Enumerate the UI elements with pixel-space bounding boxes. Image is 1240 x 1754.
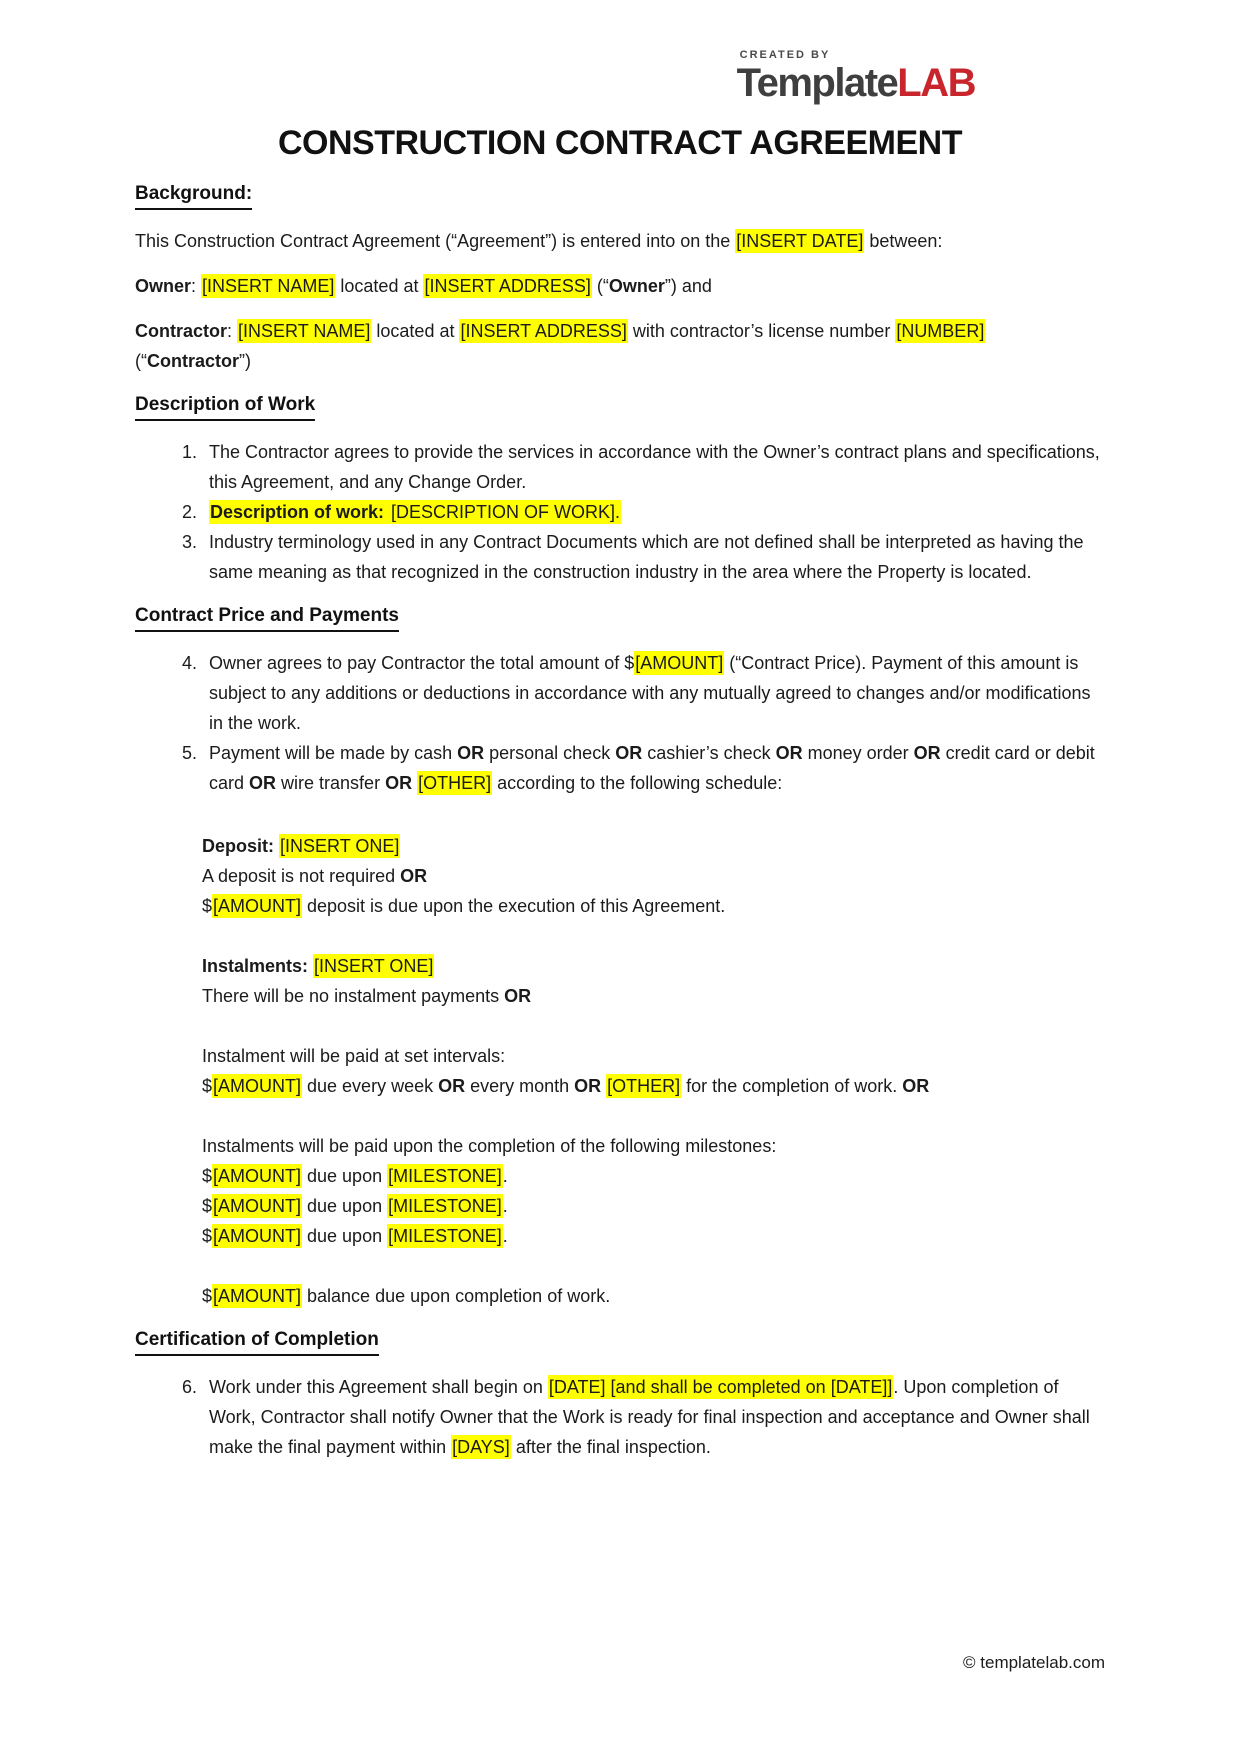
list-item <box>202 497 1105 527</box>
copyright-footer: © templatelab.com <box>963 1653 1105 1672</box>
section-heading-description-of-work: Description of Work <box>135 392 315 421</box>
instalments-block <box>202 951 1105 1011</box>
text-line <box>202 861 1105 891</box>
placeholder-field: [DAYS] <box>452 1437 510 1457</box>
text-run: between: <box>864 231 943 251</box>
text-run: OR <box>457 743 485 763</box>
text-run: Owner <box>608 276 665 296</box>
text-run: Owner <box>135 276 192 296</box>
list-item <box>202 1372 1105 1462</box>
text-run: OR <box>438 1076 466 1096</box>
text-run: Owner agrees to pay Contractor the total amount of $ <box>209 653 635 673</box>
text-run: OR <box>504 986 532 1006</box>
logo-brand-template: Template <box>736 61 898 105</box>
text-run: after the final inspection. <box>510 1437 711 1457</box>
placeholder-field: Description of work: <box>210 502 385 522</box>
logo-created-by-label: CREATED BY <box>739 49 831 61</box>
deposit-block <box>202 831 1105 921</box>
text-run: due upon <box>302 1196 388 1216</box>
balance-block <box>202 1281 1105 1311</box>
text-run: (“ <box>135 351 147 371</box>
text-run: : <box>191 276 202 296</box>
section-heading-contract-price-and-payments: Contract Price and Payments <box>135 603 399 632</box>
text-run: wire transfer <box>276 773 386 793</box>
numbered-list <box>135 648 1105 798</box>
text-run: located at <box>371 321 460 341</box>
text-run: balance due upon completion of work. <box>302 1286 611 1306</box>
text-line <box>202 1071 1105 1101</box>
text-run: deposit is due upon the execution of this Agreement. <box>302 896 726 916</box>
text-line <box>202 1221 1105 1251</box>
text-run: . <box>502 1166 508 1186</box>
text-run: (“ <box>591 276 609 296</box>
text-run: There will be no instalment payments <box>202 986 505 1006</box>
numbered-list <box>135 1372 1105 1462</box>
placeholder-field: [INSERT ONE] <box>314 956 434 976</box>
placeholder-field: [AMOUNT] <box>213 1286 302 1306</box>
placeholder-field: [AMOUNT] <box>213 896 302 916</box>
text-run: : <box>227 321 238 341</box>
text-run: $ <box>202 1076 213 1096</box>
text-run: $ <box>202 1226 213 1246</box>
text-run: located at <box>335 276 424 296</box>
text-run: Instalment will be paid at set intervals: <box>202 1046 506 1066</box>
text-line <box>202 951 1105 981</box>
text-run: cashier’s check <box>642 743 776 763</box>
text-line <box>202 1131 1105 1161</box>
list-item <box>202 648 1105 738</box>
text-run: . Upon completion of Work, Contractor shall notify Owner that the Work is ready for final inspection and acceptance and Owner shall make the final payment within <box>209 1377 1090 1457</box>
text-run: $ <box>202 1196 213 1216</box>
logo-area <box>135 50 1105 105</box>
list-item <box>202 738 1105 798</box>
text-run: due every week <box>302 1076 439 1096</box>
text-run: Deposit: <box>202 836 274 856</box>
numbered-list <box>135 437 1105 587</box>
text-run: OR <box>400 866 428 886</box>
text-run: Payment will be made by cash <box>209 743 458 763</box>
instalment-intervals-block <box>202 1041 1105 1101</box>
text-run: ”) and <box>664 276 712 296</box>
text-line <box>202 1191 1105 1221</box>
text-run: money order <box>802 743 914 763</box>
text-run: OR <box>902 1076 930 1096</box>
intro-paragraph <box>135 226 1105 256</box>
text-line <box>202 981 1105 1011</box>
placeholder-field: [DATE] [and shall be completed on [DATE]] <box>548 1377 893 1397</box>
text-run: OR <box>615 743 643 763</box>
section-heading-background: Background: <box>135 181 252 210</box>
placeholder-field: [AMOUNT] <box>635 653 724 673</box>
text-run: Contractor <box>147 351 240 371</box>
text-line <box>202 1161 1105 1191</box>
templatelab-logo <box>737 50 975 103</box>
text-run: for the completion of work. <box>681 1076 903 1096</box>
logo-brand-text <box>737 63 975 103</box>
text-run: due upon <box>302 1166 388 1186</box>
document-content <box>135 181 1105 1462</box>
milestones-block <box>202 1131 1105 1251</box>
placeholder-field: [INSERT ONE] <box>280 836 400 856</box>
text-run: (“Contract Price). Payment of this amount is subject to any additions or deductions in accordance with any mutually agreed to changes and/or modifications in the work. <box>209 653 1091 733</box>
text-run: OR <box>249 773 277 793</box>
text-run: OR <box>775 743 803 763</box>
placeholder-field: [INSERT NAME] <box>238 321 371 341</box>
placeholder-field: [INSERT NAME] <box>202 276 335 296</box>
text-line <box>202 1041 1105 1071</box>
text-run: $ <box>202 1286 213 1306</box>
placeholder-field: [OTHER] <box>418 773 492 793</box>
text-line <box>202 831 1105 861</box>
placeholder-field: [INSERT ADDRESS] <box>460 321 627 341</box>
text-run: according to the following schedule: <box>492 773 783 793</box>
text-run: OR <box>913 743 941 763</box>
text-run: with contractor’s license number <box>627 321 896 341</box>
logo-brand-lab: LAB <box>897 61 975 105</box>
text-run: $ <box>202 1166 213 1186</box>
text-run: Work under this Agreement shall begin on <box>209 1377 548 1397</box>
text-run: This Construction Contract Agreement (“Agreement”) is entered into on the <box>135 231 736 251</box>
text-line <box>202 1281 1105 1311</box>
owner-paragraph <box>135 271 1105 301</box>
contractor-paragraph <box>135 316 1105 376</box>
text-run: The Contractor agrees to provide the services in accordance with the Owner’s contract plans and specifications, this Agreement, and any Change Order. <box>209 442 1100 492</box>
text-run: Instalments: <box>202 956 309 976</box>
list-item <box>202 437 1105 497</box>
placeholder-field: [AMOUNT] <box>213 1076 302 1096</box>
section-heading-certification-of-completion: Certification of Completion <box>135 1327 379 1356</box>
placeholder-field: [NUMBER] <box>896 321 985 341</box>
text-line <box>202 891 1105 921</box>
text-run: Industry terminology used in any Contract Documents which are not defined shall be interpreted as having the same meaning as that recognized in the construction industry in the area where the Property is located. <box>209 532 1084 582</box>
placeholder-field: [OTHER] <box>607 1076 681 1096</box>
text-run: OR <box>385 773 413 793</box>
list-item <box>202 527 1105 587</box>
placeholder-field: [INSERT DATE] <box>736 231 864 251</box>
text-run: A deposit is not required <box>202 866 401 886</box>
page-title: CONSTRUCTION CONTRACT AGREEMENT <box>278 124 962 162</box>
placeholder-field: [MILESTONE] <box>388 1166 502 1186</box>
placeholder-field: [DESCRIPTION OF WORK]. <box>386 502 621 522</box>
text-run: every month <box>465 1076 575 1096</box>
placeholder-field: [AMOUNT] <box>213 1226 302 1246</box>
placeholder-field: [INSERT ADDRESS] <box>424 276 591 296</box>
text-run: OR <box>574 1076 602 1096</box>
text-run: . <box>502 1226 508 1246</box>
placeholder-field: [MILESTONE] <box>388 1226 502 1246</box>
text-run: $ <box>202 896 213 916</box>
text-run: due upon <box>302 1226 388 1246</box>
placeholder-field: [AMOUNT] <box>213 1196 302 1216</box>
text-run: Instalments will be paid upon the completion of the following milestones: <box>202 1136 777 1156</box>
placeholder-field: [MILESTONE] <box>388 1196 502 1216</box>
text-run: ”) <box>239 351 252 371</box>
text-run: personal check <box>484 743 616 763</box>
text-run: . <box>502 1196 508 1216</box>
text-run: Contractor <box>135 321 228 341</box>
text-run: credit card or debit card <box>209 743 1095 793</box>
placeholder-field: [AMOUNT] <box>213 1166 302 1186</box>
